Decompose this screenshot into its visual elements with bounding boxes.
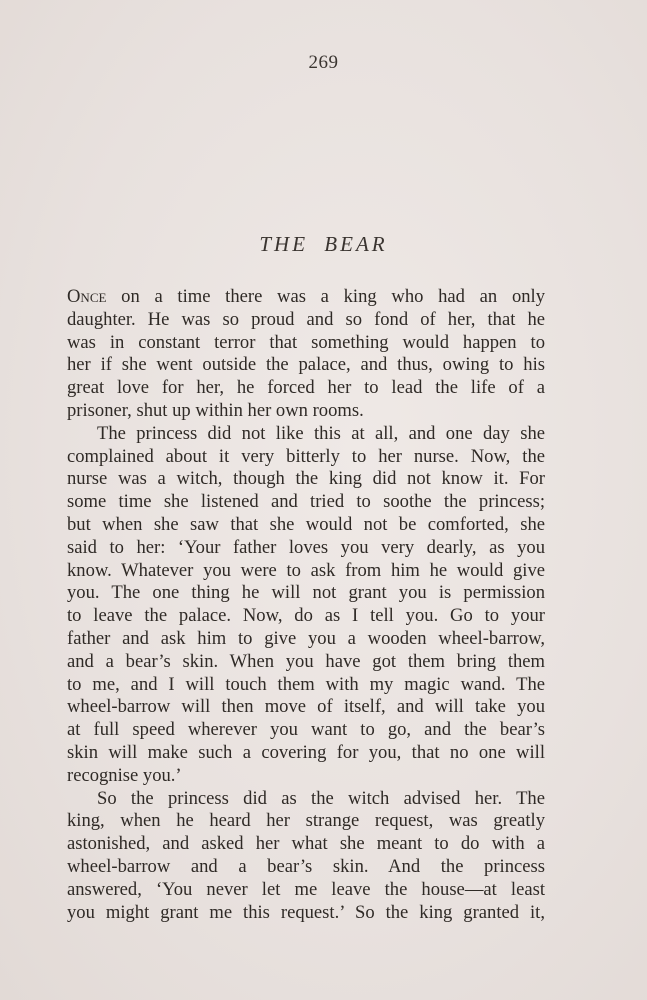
text-line: to leave the palace. Now, do as I tell you. Go to your [67,605,545,627]
text-line: prisoner, shut up within her own rooms. [67,399,364,421]
text-line: Once on a time there was a king who had an only [67,286,545,307]
body-text [67,286,545,924]
text-line: daughter. He was so proud and so fond of her, that he [67,308,545,330]
text-line: you might grant me this request.’ So the king granted it, [67,901,545,923]
text-line: complained about it very bitterly to her nurse. Now, the [67,445,545,467]
text-line: and a bear’s skin. When you have got them bring them [67,650,545,672]
text-line: some time she listened and tried to soothe the princess; [67,491,545,513]
text-line: said to her: ‘Your father loves you very dearly, as you [67,536,545,558]
page-number: 269 [308,52,339,73]
text-line: to me, and I will touch them with my magic wand. The [67,673,545,695]
text-line: wheel-barrow will then move of itself, and will take you [67,696,545,718]
text-line: know. Whatever you were to ask from him he would give [67,559,545,581]
text-line: her if she went outside the palace, and thus, owing to his [67,354,545,376]
text-line: was in constant terror that something would happen to [67,331,545,353]
text-line: father and ask him to give you a wooden wheel-barrow, [67,627,545,649]
text-line: So the princess did as the witch advised her. The [97,787,545,809]
text-line: astonished, and asked her what she meant to do with a [67,833,545,855]
text-line: king, when he heard her strange request, was greatly [67,810,545,832]
text-line: answered, ‘You never let me leave the house—at least [67,878,545,900]
text-line: nurse was a witch, though the king did not know it. For [67,468,545,490]
opening-word: Once [67,286,107,307]
text-line: recognise you.’ [67,764,182,786]
text-line: at full speed wherever you want to go, and the bear’s [67,719,545,741]
text-line: wheel-barrow and a bear’s skin. And the princess [67,855,545,877]
chapter-title: THE BEAR [259,232,388,256]
text-line: great love for her, he forced her to lead the life of a [67,377,545,399]
text-line: but when she saw that she would not be comforted, she [67,513,545,535]
text-line: skin will make such a covering for you, that no one will [67,741,545,763]
text-line: The princess did not like this at all, and one day she [97,422,545,444]
text-line: you. The one thing he will not grant you is permission [67,582,545,604]
